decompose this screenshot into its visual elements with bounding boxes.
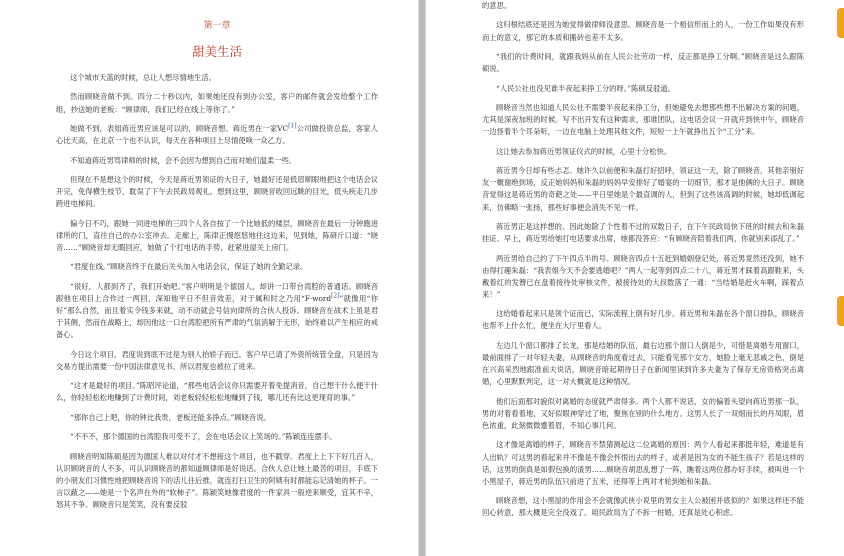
paragraph: “这才是最好的项目。”陈昭评论道，“那些电话会议你只需要开着免提消音，自己想干什么便干什么，你轻轻松松地赚到了计费时间，刘老板轻轻松松地赚到了钱，哪儿还有比这更现育的事。” — [56, 381, 378, 403]
page-edge-tab[interactable] — [837, 8, 844, 38]
paragraph: 两近男给自己约了下午四点半的号。顾晓音四点十五赶到婚姻登记处，蒋近男竟然还没到，她不由得打趣朱磊：“我表姐今天不会要逃婚吧？”两人一起等到四点二十八，蒋近男才踩着高跟鞋来，头戴着红的发簪已在盘着接待处审核文件，被接待处的大叔数落了一通：“当结婚是赶火车啊，踩着点来！” — [482, 253, 804, 299]
chapter-title: 甜美生活 — [191, 44, 242, 59]
paragraph: 他们后面那对貌似对离婚的态度就严肃得多。两个人都不说话，女的偏着头望向蒋近男那一队，男的对着看着地，又好似眼神穿过了地，聚焦在别的什么地方。这男人长了一双细而长的丹凤眼，眉色浓重，此刻微微蹙着眉，不知心事几何。 — [482, 396, 804, 430]
footnote-link[interactable]: [1] — [288, 122, 297, 130]
paragraph-text: 公司做投资总监，客家人心比天高，在北京一个也不认识，每天在各种项目上尽情使唤一众乙方。 — [56, 124, 379, 146]
right-page — [425, 0, 844, 556]
paragraph: 这个城市天蓝的时候，总让人想尽情地生活。 — [70, 73, 216, 82]
paragraph — [56, 123, 378, 147]
paragraph-text: ”就像用“你好”那么自然，而且着实令钱多来就，动不动就会号信向律所的合伙人投诉。顾晓音在战术上虽是君于其侧，然而在战略上，却因他这一口台湾腔把所有严肃的气氛消解于无形，始终难以产生相应的戒备心。 — [56, 294, 378, 340]
right-page-body — [482, 0, 804, 519]
paragraph: 然而顾晓音做不到。四分二十秒以内，如果她还没有到办公室，客户的邮件就会发给整个工作组，抄送她的老板：“顾律师，我们已经在线上等你了。” — [56, 92, 378, 114]
paragraph: 这给婚看起来只是领个证而已，实际流程上倒有好几步。蒋近男和朱磊在各个窗口排队，顾晓音也帮不上什么忙，便坐在大厅里看人。 — [482, 309, 804, 331]
left-page — [0, 0, 419, 556]
paragraph: 蒋近男今日却有些忐忑。她许久以前便和朱磊打好招呼，领证这一天，除了顾晓音，其他亲朋好友一概谢绝到场，反正她妈妈和朱磊的妈妈早安排好了婚宴的一切细节，那才是他俩的大日子。顾晓音觉得这是蒋近男的奇葩之处——平日里她是个最直调的人，但到了这些该高调的时候，她却低调起来，仿佛略一张扬，那些好事便会消失不见一样。 — [482, 166, 804, 212]
paragraph: 顾晓音明知陈硕是因为德国人难以对付才不想接这个项目，也不戳穿。君度上上下下好几百人，认识顾晓音的人不多，可认识顾晓音的都知道顾律师是好说话。合伙人总让她上最苦的项目，手底下的小朋友们习惯性地把顾晓音说下的活儿往后推，就连打扫卫生的阿姨有时都能忘记清她的杯子。一言以蔽之——她是一个名声在外的“软柿子”。陈颖笑她像君度的一件家具一般逆来顺受，宜其不辛，怒其不争。顾晓音只是笑笑，没有要反驳 — [56, 451, 378, 510]
paragraph: “我们的计费时间，就跟我妈从前在人民公社劳动一样，反正都是挣工分啊。”顾晓音是这么跟陈硕说。 — [482, 52, 804, 74]
paragraph-text: 她做不到，表姐蒋近男应该是可以的，顾晓音想。蒋近男在一家VC — [70, 124, 289, 134]
paragraph-text: “很好，人都到齐了，我们开始吧。”客户明明是个德国人，却讲一口带台湾腔的普通话。顾晓音跟他在项目上合作过一两回，深知他平日不但音效差，对于属和时之乃用“F·word — [56, 281, 378, 304]
paragraph: 顾晓音想，这小黑屋的作用会不会就像武侠小说里的男女主人公被困并底似的？如果这样还不能回心转意，那大概是完全没戏了。咱民政局为了不拆一桩婚，还真是处心积虑。 — [482, 496, 804, 518]
paragraph: 左边几个窗口都排了长龙，那是结婚的队伍，最右边那个窗口人倒是少，可惜是离婚专用窗口，最前面排了一对年轻夫妻，从顾晓音的角度看过去，只能看见那个女方，她脸上毫无悲戚之色，倒是在兴高采烈地跟准前夫说话，顾晓音暗起期待日子在新闻里读到许多夫妻为了保存无房资格突击离婚，心里默默判定，这一对大概就是这种情况。 — [482, 340, 804, 387]
page-edge-tab[interactable] — [837, 296, 844, 326]
paragraph: “人民公社也没见谁半夜起来挣工分的呀。”陈硕反驳道。 — [496, 83, 675, 93]
left-page-body — [56, 72, 378, 511]
paragraph: 这才像是离婚的样子，顾晓音不禁猜测起这二位离婚的原因：两个人看起来都挺年轻，难道是有人出轨？可这男的看起来并不像是不像会怀恨出去的样子，或者是因为女的不能生孩子？若是这样的话，这男的倒真是如假包换的渣男……顾晓音胡思乱想了一阵，瞧着这两位都办好手续，被叫进一个小黑屋子，蒋近男的队伍只前进了五米，还得等上两对才轮到她和朱磊。 — [482, 440, 804, 486]
paragraph: 的意思。 — [482, 1, 512, 10]
footnote-link[interactable]: [2] — [331, 292, 340, 300]
chapter-number: 第一章 — [203, 21, 231, 31]
paragraph: 不知道蒋近男骂律师的时候，会不会因为想到自己而对她们温柔一些。 — [70, 155, 297, 165]
paragraph: “那你自己上吧，你的钟比我贵，老板还能多挣点。”顾晓音说。 — [70, 412, 271, 422]
paragraph: 蒋近男正是这样想的。因此她除了个性着不过的双数日子，在下午民政局快下班的时候去和朱磊挂证。早上，蒋近男给她打电话要求出席，她都没答应：“有顾晓音陪着我们两，你就别来添乱了。” — [482, 222, 804, 244]
paragraph: 顾晓音当然也知道人民公社不需要半夜起来挣工分，但她避免去想那些想不出解决方案的问题，尤其是深夜加班的时候。写不出开发有这种需求，那谁团队，这电话会议一开就开到快中午，顾晓音一边怪着半个耳朵听，一边在电脑上处理其他文件，短短一上午就挣出五个“工分”来。 — [482, 103, 804, 137]
paragraph — [56, 281, 378, 341]
paragraph: 今日这个项目，君度说到底不过是为别人抬轿子而已。客户早已请了外资所统管全盘，只是因为交易方提出需要一份中国法律意见书，所以君度也被拉了进来。 — [56, 349, 378, 371]
paragraph: 但现在不是想这个的时候，今天是蒋近男领证的大日子，她最好还是低眉顺眼地把这个电话会议开完，免得横生枝节，耽误了下午去民政局观礼。想到这里，顾晓音收回远眺的目光，低头疾走几步跨进电梯间。 — [56, 175, 378, 209]
paragraph: 这归根结底还是因为她觉得做律师没意思。顾晓音是一个相信形而上的人，一份工作如果没有形而上的意义，那它的本质和搬砖也差不太多。 — [482, 20, 804, 42]
paragraph: 偏今日不巧，跟她一同进电梯的三四个人各自按了一个比她低的楼层，顾晓音在最后一分钟跑进律所的门，直往自己的办公室冲去。走廊上，陈律正慢悠悠地往这边来，见到她，陈研斤口道：“晓音……”顾晓音却无暇回应，她做了个打电话的手势，赶紧进屋关上房门。 — [56, 218, 378, 252]
paragraph: 这让她去参加蒋近男领证仪式的时候，心里十分松快。 — [496, 146, 672, 156]
paragraph: “不不不，那个德国的台湾腔我可受不了，会在电话会议上笑场的。”陈颖连连摆手。 — [70, 432, 337, 442]
paragraph: “君度在线。”顾晓音终于在最后关头加入电话会议，保证了她的全勤记录。 — [70, 262, 308, 272]
